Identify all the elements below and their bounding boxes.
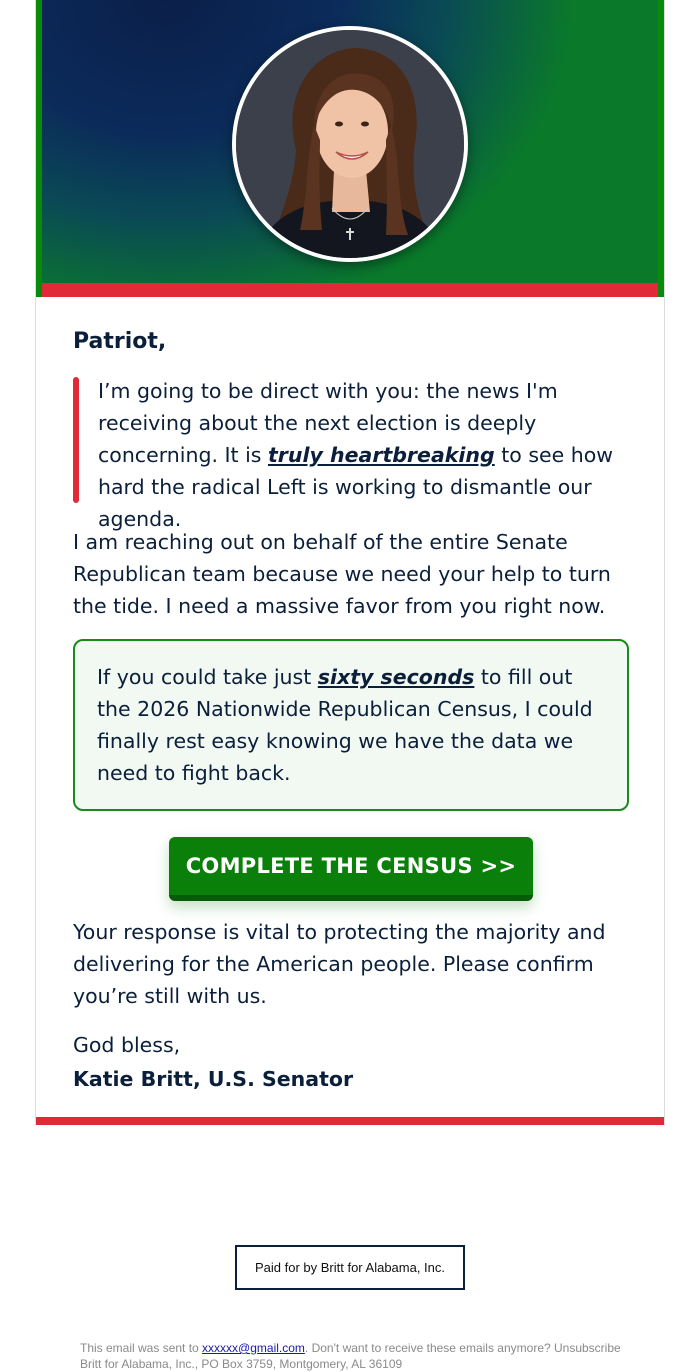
letter-body xyxy=(73,327,629,1091)
email-card xyxy=(35,0,665,1125)
sent-to-prefix: This email was sent to xyxy=(80,1341,203,1355)
footer-address: Britt for Alabama, Inc., PO Box 3759, Montgomery, AL 36109 xyxy=(80,1357,403,1371)
senator-photo xyxy=(232,26,468,262)
recipient-email-link[interactable]: xxxxxx@gmail.com xyxy=(202,1341,305,1355)
unsubscribe-text[interactable]: . Don't want to receive these emails anymore? Unsubscribe xyxy=(304,1341,621,1355)
paragraph-senate-team: I am reaching out on behalf of the entire Senate Republican team because we need your help to turn the tide. I need a massive favor from you right now. xyxy=(73,530,611,618)
quote-text-end: to see how hard the radical Left is working to dismantle our agenda. xyxy=(98,443,614,531)
footer-text xyxy=(80,1340,640,1372)
callout-text-start: If you could take just xyxy=(97,665,318,689)
paid-for-disclaimer: Paid for by Britt for Alabama, Inc. xyxy=(235,1245,465,1290)
portrait-image xyxy=(236,30,464,258)
signature: Katie Britt, U.S. Senator xyxy=(73,1067,354,1091)
paragraph-response-vital: Your response is vital to protecting the majority and delivering for the American people. Please confirm you’re still with us. xyxy=(73,920,606,1008)
quote-text-start: I’m going to be direct with you: the news I'm receiving about the next election is deeply concerning. It is xyxy=(98,379,558,467)
quote-block xyxy=(73,375,629,535)
callout-text-end: to fill out the 2026 Nationwide Republican Census, I could finally rest easy knowing we have the data we need to fight back. xyxy=(97,665,593,785)
footer-sent-to-line xyxy=(80,1340,640,1356)
census-callout-box xyxy=(73,639,629,811)
header-red-stripe xyxy=(42,283,658,297)
footer-red-stripe xyxy=(36,1117,664,1125)
sixty-seconds-link[interactable]: sixty seconds xyxy=(317,665,475,689)
closing-line: God bless, xyxy=(73,1033,181,1057)
header-banner xyxy=(36,0,664,297)
quote-accent-bar xyxy=(73,377,79,503)
greeting: Patriot, xyxy=(73,329,167,354)
complete-census-button[interactable]: COMPLETE THE CENSUS >> xyxy=(169,837,533,901)
truly-heartbreaking-link[interactable]: truly heartbreaking xyxy=(267,443,495,467)
